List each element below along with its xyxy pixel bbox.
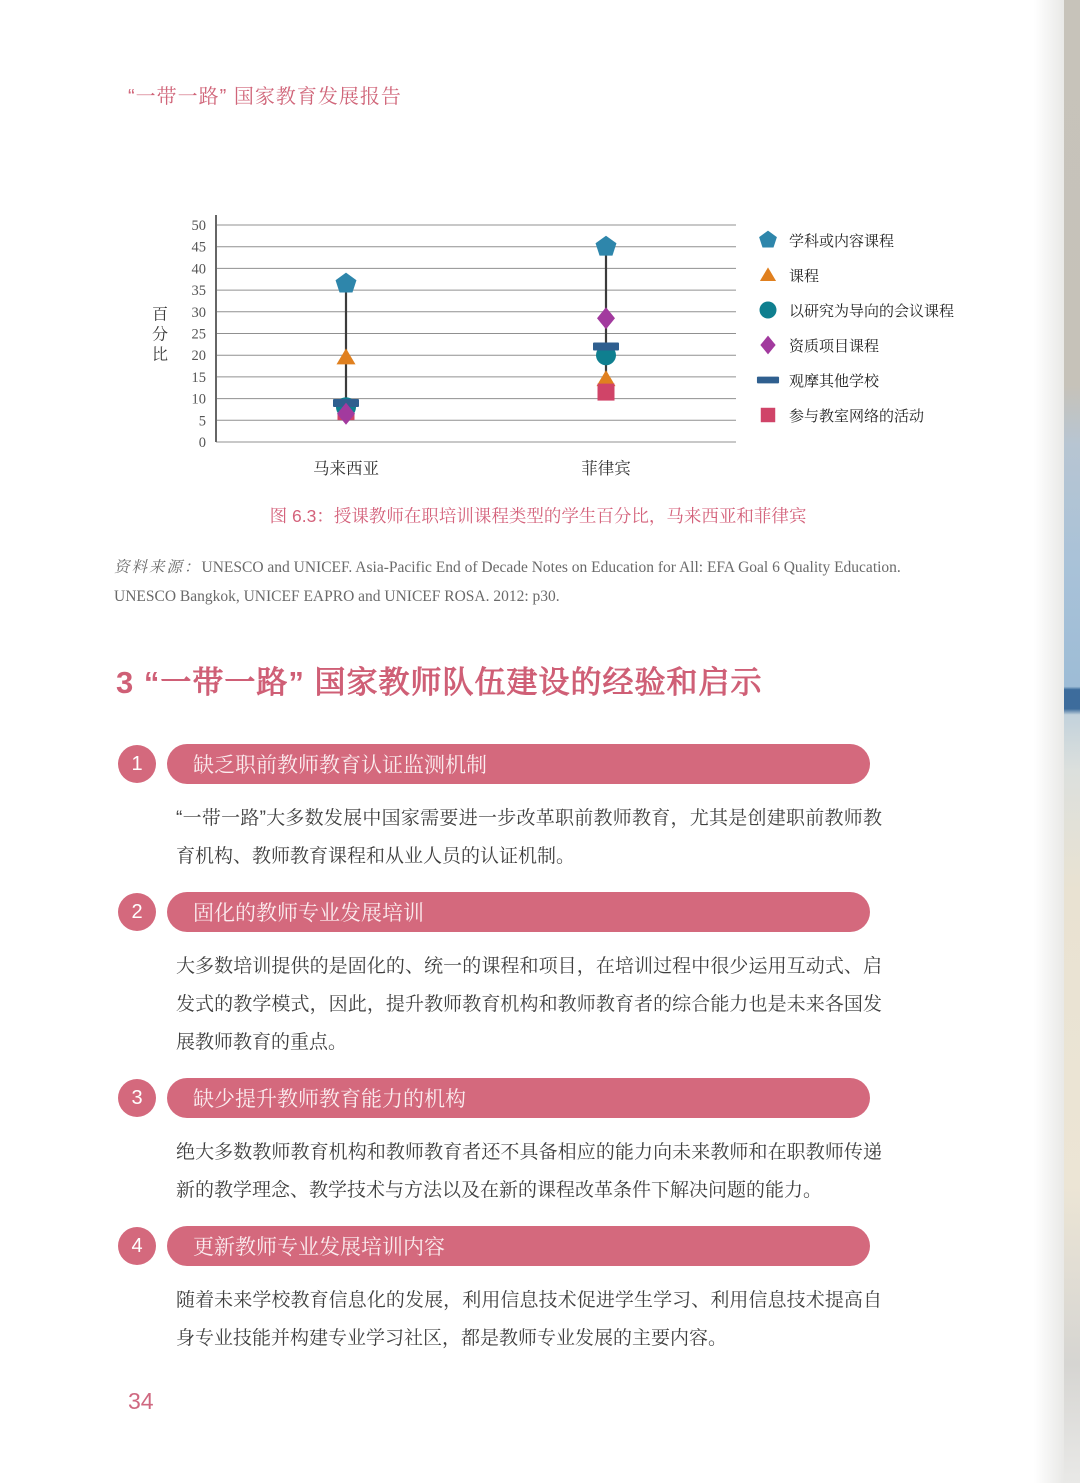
legend-label: 资质项目课程 (789, 337, 880, 355)
item-head (118, 1078, 870, 1118)
page-content (114, 0, 955, 1415)
chart-legend (755, 229, 954, 426)
y-tick-label: 10 (191, 391, 206, 408)
item-number-badge: 2 (118, 893, 156, 931)
marker-square (761, 408, 775, 422)
legend-item (755, 229, 954, 251)
category-label: 马来西亚 (313, 460, 379, 478)
source-text: UNESCO and UNICEF. Asia-Pacific End of Decade Notes on Education for All: EFA Goal 6 Quality Education. UNESCO Bangkok, UNICEF EAPRO and UNICEF ROSA. 2012: p30. (114, 559, 901, 605)
report-header-title: “一带一路” 国家教育发展报告 (128, 86, 402, 108)
legend-label: 观摩其他学校 (789, 372, 880, 390)
item-body-text: 绝大多数教师教育机构和教师教育者还不具备相应的能力向未来教师和在职教师传递新的教学理念、教学技术与方法以及在新的课程改革条件下解决问题的能力。 (176, 1142, 882, 1202)
legend-item (755, 404, 954, 426)
finding-item-3 (128, 1078, 888, 1210)
legend-label: 以研究为导向的会议课程 (789, 302, 955, 320)
chart-row (128, 205, 955, 497)
y-axis-title-char: 百 (151, 306, 169, 324)
marker-dash (757, 377, 779, 384)
legend-marker (755, 404, 781, 426)
source-citation (114, 554, 930, 611)
chart-caption: 图 6.3：授课教师在职培训课程类型的学生百分比，马来西亚和菲律宾 (269, 506, 807, 526)
item-head (118, 892, 870, 932)
y-tick-label: 30 (191, 304, 206, 321)
item-body-text: 大多数培训提供的是固化的、统一的课程和项目，在培训过程中很少运用互动式、启发式的教学模式，因此，提升教师教育机构和教师教育者的综合能力也是未来各国发展教师教育的重点。 (176, 956, 882, 1054)
legend-marker (755, 299, 781, 321)
legend-marker (755, 264, 781, 286)
marker-dash (593, 343, 619, 351)
legend-item (755, 369, 954, 391)
page-edge-strip (1064, 0, 1080, 1483)
item-body-text: “一带一路”大多数发展中国家需要进一步改革职前教师教育，尤其是创建职前教师教育机构、教师教育课程和从业人员的认证机制。 (176, 808, 882, 868)
item-number-badge: 3 (118, 1079, 156, 1117)
y-tick-label: 20 (191, 348, 206, 365)
marker-pentagon (759, 231, 777, 248)
y-tick-label: 35 (191, 283, 206, 300)
legend-item (755, 299, 954, 321)
y-tick-label: 0 (198, 435, 206, 451)
legend-label: 参与教室网络的活动 (789, 407, 925, 425)
finding-item-4 (128, 1226, 888, 1358)
legend-marker (755, 334, 781, 356)
item-title-banner: 缺乏职前教师教育认证监测机制 (167, 744, 870, 784)
item-title-banner: 固化的教师专业发展培训 (167, 892, 870, 932)
marker-pentagon (336, 273, 357, 293)
y-tick-label: 40 (191, 261, 206, 278)
item-body-text: 随着未来学校教育信息化的发展，利用信息技术促进学生学习、利用信息技术提高自身专业技能并构建专业学习社区，都是教师专业发展的主要内容。 (176, 1290, 882, 1350)
chart-svg (128, 205, 753, 497)
finding-item-1 (128, 744, 888, 876)
chart-figure (128, 205, 955, 528)
marker-diamond (597, 307, 615, 329)
marker-diamond (760, 336, 775, 355)
legend-marker (755, 369, 781, 391)
item-number-badge: 4 (118, 1227, 156, 1265)
marker-triangle (337, 348, 356, 364)
source-label: 资料来源： (114, 559, 202, 576)
category-label: 菲律宾 (581, 460, 631, 478)
legend-label: 学科或内容课程 (789, 232, 895, 250)
finding-item-2 (128, 892, 888, 1062)
y-axis-title-char: 比 (151, 346, 169, 364)
y-tick-label: 5 (198, 413, 206, 430)
item-title-banner: 更新教师专业发展培训内容 (167, 1226, 870, 1266)
y-tick-label: 50 (191, 218, 206, 234)
y-tick-label: 45 (191, 239, 206, 256)
legend-marker (755, 229, 781, 251)
y-tick-label: 15 (191, 369, 206, 386)
section-heading: 3 “一带一路” 国家教师队伍建设的经验和启示 (116, 665, 763, 701)
marker-square (598, 384, 615, 401)
item-head (118, 1226, 870, 1266)
legend-item (755, 334, 954, 356)
legend-label: 课程 (789, 267, 820, 285)
marker-circle (760, 302, 777, 319)
legend-item (755, 264, 954, 286)
item-title-banner: 缺少提升教师教育能力的机构 (167, 1078, 870, 1118)
page-edge-shadow (1034, 0, 1064, 1483)
marker-triangle (760, 267, 776, 281)
y-tick-label: 25 (191, 326, 206, 343)
page-number: 34 (128, 1388, 154, 1415)
y-axis-title-char: 分 (151, 326, 169, 344)
item-head (118, 744, 870, 784)
marker-pentagon (596, 236, 617, 256)
item-number-badge: 1 (118, 745, 156, 783)
